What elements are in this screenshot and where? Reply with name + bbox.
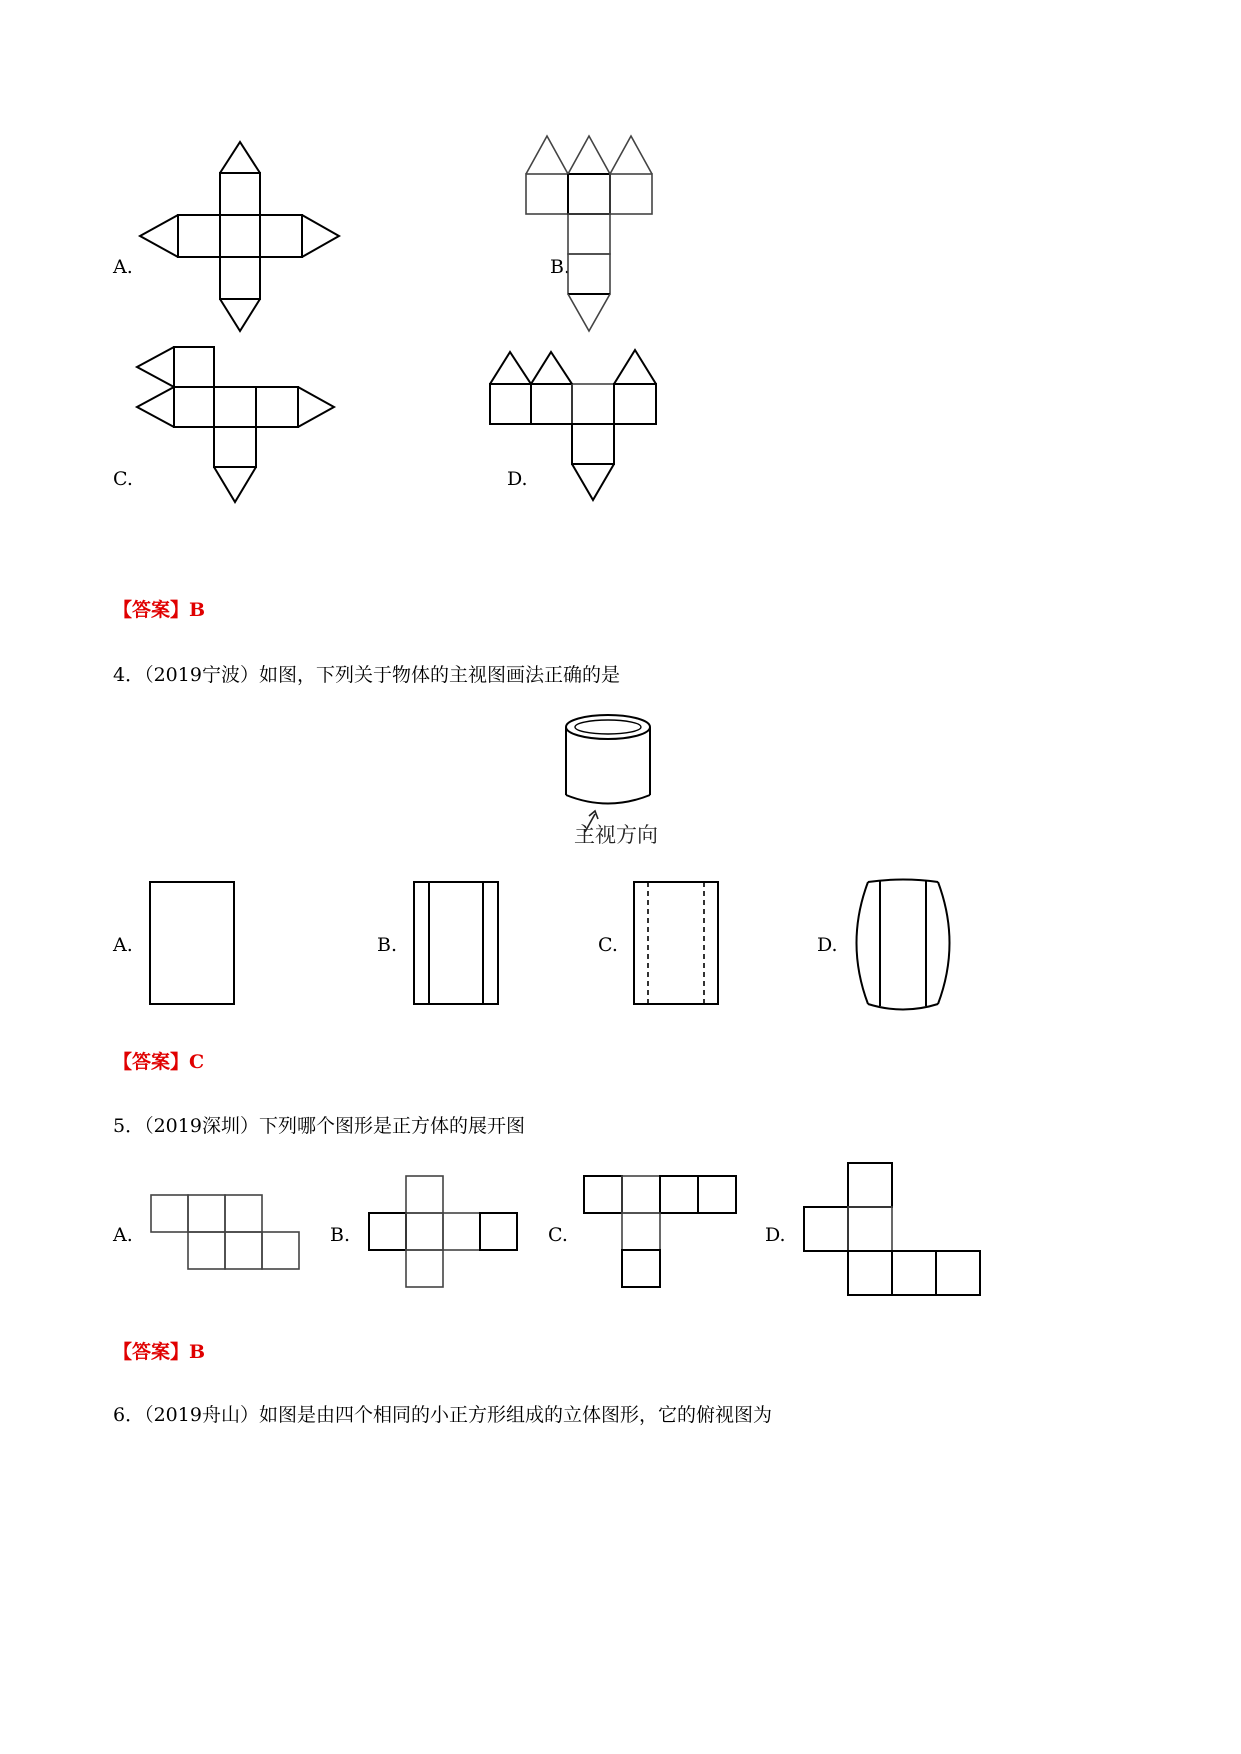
q5-option-b-label: B. bbox=[330, 1224, 351, 1246]
q4-answer-label: 【答案】 bbox=[113, 1051, 190, 1073]
q5-option-d-net bbox=[0, 0, 1, 1]
q4-option-b-label: B. bbox=[377, 934, 398, 956]
q5-answer-value: B bbox=[189, 1341, 206, 1363]
q3-option-b-label: B. bbox=[550, 256, 571, 278]
q4-option-d-label: D. bbox=[817, 934, 838, 956]
q3-answer bbox=[113, 599, 205, 621]
q5-stem: 5．（2019深圳）下列哪个图形是正方体的展开图 bbox=[113, 1115, 525, 1137]
q5-answer bbox=[113, 1341, 205, 1363]
q5-option-d-label: D. bbox=[765, 1224, 786, 1246]
q5-option-a-label: A. bbox=[113, 1224, 133, 1246]
q4-stem: 4．（2019宁波）如图，下列关于物体的主视图画法正确的是 bbox=[113, 664, 620, 686]
q3-answer-label: 【答案】 bbox=[113, 599, 190, 621]
q3-option-c-label: C. bbox=[113, 468, 133, 490]
q3-option-a-label: A. bbox=[113, 256, 133, 278]
q4-option-c-label: C. bbox=[598, 934, 618, 956]
q4-view-direction-label: 主视方向 bbox=[574, 823, 658, 847]
q3-answer-value: B bbox=[189, 599, 206, 621]
q5-option-c-label: C. bbox=[548, 1224, 568, 1246]
q4-answer bbox=[113, 1051, 204, 1073]
q5-answer-label: 【答案】 bbox=[113, 1341, 190, 1363]
q4-answer-value: C bbox=[189, 1051, 205, 1073]
q6-stem: 6．（2019舟山）如图是由四个相同的小正方形组成的立体图形，它的俯视图为 bbox=[113, 1404, 772, 1426]
q4-option-a-label: A. bbox=[113, 934, 133, 956]
q3-option-d-label: D. bbox=[507, 468, 528, 490]
